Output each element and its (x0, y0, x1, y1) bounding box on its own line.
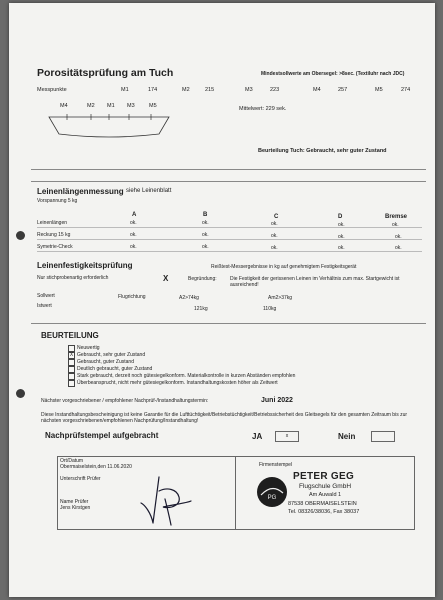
next-check-label: Nächster vorgeschriebener / empfohlener Nachprüf-/Instandhaltungstermin: (41, 398, 209, 404)
inspector-name-label: Name Prüfer (60, 499, 89, 505)
point-m4-label: M4 (313, 87, 321, 93)
point-m3-label: M3 (245, 87, 253, 93)
option-label: Deutlich gebraucht, guter Zustand (77, 366, 153, 372)
length-subtitle: siehe Leinenblatt (126, 188, 172, 194)
stamp-street: Am Auwald 1 (309, 492, 342, 498)
option-label: Gebraucht, sehr guter Zustand (77, 352, 146, 358)
row-divider (37, 227, 422, 228)
point-m5-value: 274 (401, 87, 411, 93)
cell: ok. (271, 221, 278, 227)
no-box[interactable] (371, 431, 395, 442)
cell: ok. (395, 245, 402, 251)
row-label-symmetry: Symetrie-Check (37, 244, 73, 250)
actual-a: 121kg (194, 306, 208, 312)
cell: ok. (202, 232, 209, 238)
column-b-header: B (203, 212, 208, 218)
inspection-certificate-page (9, 3, 435, 597)
option-checkbox[interactable] (68, 380, 75, 387)
disclaimer: Diese Instandhaltungsbescheinigung ist keine Garantie für die Lufttüchtigkeit/Betriebstüchtigkeit/Betriebssicherheit des Gleitsegels für den gesamten Zeitraum bis zur nächsten vorgeschriebenen/empfohlenen Nachprüfung/Instandhaltung! (41, 412, 408, 424)
option-checkbox[interactable] (68, 359, 75, 366)
binder-hole (16, 389, 25, 398)
signature-label: Unterschrift Prüfer (60, 476, 101, 482)
porosity-min-values: Mindestsollwerte am Obersegel: >8sec. (Textiluhr nach JDC) (261, 71, 405, 77)
column-brake-header: Bremse (385, 214, 408, 220)
option-label: Stark gebraucht, derzeit noch gütesiegelkonform. Materialkontrolle in kurzen Abständen empfohlen (77, 373, 296, 379)
cell: ok. (271, 245, 278, 251)
cell: ok. (202, 220, 209, 226)
signature-divider (235, 456, 236, 529)
sample-required-label: Nur stichprobenartig erforderlich (37, 275, 109, 281)
cell: ok. (338, 245, 345, 251)
strength-title: Leinenfestigkeitsprüfung (37, 261, 133, 270)
reason-label: Begründung: (188, 276, 217, 282)
strength-note: Reißtest-Messergebnisse in kg auf genehmigtem Festigkeitsgerät (211, 264, 357, 270)
actual-value-label: Istwert (37, 303, 52, 309)
row-divider (37, 239, 422, 240)
place-date-value: Obermaiselstein,den 11.06.2020 (60, 464, 132, 470)
cell: ok. (202, 244, 209, 250)
binder-hole (16, 231, 25, 240)
cell: ok. (392, 222, 399, 228)
point-m2-value: 215 (205, 87, 215, 93)
point-m4-value: 257 (338, 87, 348, 93)
diagram-label-m5: M5 (149, 103, 157, 109)
stamp-phone: Tel. 08326/38036, Fax 38037 (288, 509, 360, 515)
diagram-label-m4: M4 (60, 103, 68, 109)
option-label: Neuwertig (77, 345, 100, 351)
column-c-header: C (274, 214, 279, 220)
sample-x-mark: X (163, 274, 169, 283)
wing-diagram (47, 110, 171, 140)
stamp-applied-label: Nachprüfstempel aufgebracht (45, 431, 159, 440)
preload-label: Vorspannung 5 kg (37, 198, 78, 204)
cell: ok. (338, 222, 345, 228)
point-m1-label: M1 (121, 87, 129, 93)
divider (31, 169, 426, 170)
stamp-school: Flugschule GmbH (299, 483, 352, 490)
option-checkbox[interactable]: X (69, 352, 74, 358)
option-checkbox[interactable] (68, 373, 75, 380)
target-value-label: Sollwert (37, 293, 55, 299)
target-a: A2>74kg (179, 295, 199, 301)
point-m1-value: 174 (148, 87, 158, 93)
measure-points-label: Messpunkte (37, 87, 67, 93)
yes-box[interactable]: x (275, 431, 299, 442)
handwritten-signature (137, 473, 195, 528)
cell: ok. (130, 232, 137, 238)
length-title: Leinenlängenmessung (37, 187, 124, 196)
divider (31, 181, 426, 182)
cell: ok. (395, 234, 402, 240)
option-label: Überbeansprucht, nicht mehr gütesiegelkonform. Instandhaltungskosten höher als Zeitwert (77, 380, 278, 386)
row-label-lengths: Leinenlängen (37, 220, 68, 226)
cell: ok. (130, 244, 137, 250)
place-date-label: Ort/Datum (60, 458, 84, 464)
column-a-header: A (132, 212, 137, 218)
svg-text:PG: PG (267, 495, 277, 501)
point-m3-value: 223 (270, 87, 280, 93)
diagram-label-m3: M3 (127, 103, 135, 109)
column-d-header: D (338, 214, 343, 220)
assessment-title: BEURTEILUNG (41, 331, 99, 340)
reason-text: Die Festigkeit der gerissenen Leinen im Verhältnis zum max. Startgewicht ist ausreichend! (230, 276, 400, 288)
cell: ok. (271, 233, 278, 239)
porosity-mean: Mittelwert: 229 sek. (239, 106, 287, 112)
cell: ok. (338, 234, 345, 240)
stamp-company: PETER GEG (293, 471, 355, 482)
stamp-city: 87538 OBERMAISELSTEIN (288, 501, 357, 507)
cell: ok. (130, 220, 137, 226)
next-check-value: Juni 2022 (261, 397, 293, 404)
inspector-name-value: Jens Kirstgen (60, 505, 91, 511)
porosity-title: Porositätsprüfung am Tuch (37, 67, 174, 79)
diagram-label-m1: M1 (107, 103, 115, 109)
yes-label: JA (252, 432, 263, 441)
diagram-label-m2: M2 (87, 103, 95, 109)
point-m2-label: M2 (182, 87, 190, 93)
point-m5-label: M5 (375, 87, 383, 93)
flight-direction-label: Flugrichtung (118, 294, 146, 300)
company-stamp-label: Firmenstempel (259, 462, 293, 468)
option-label: Gebraucht, guter Zustand (77, 359, 134, 365)
fabric-assessment: Beurteilung Tuch: Gebraucht, sehr guter Zustand (258, 148, 387, 154)
company-logo-icon (255, 475, 289, 509)
option-checkbox[interactable] (68, 345, 75, 352)
row-divider (37, 251, 422, 252)
row-label-stretch: Reckung 15 kg (37, 232, 71, 238)
actual-b: 110kg (263, 306, 277, 312)
no-label: Nein (338, 432, 356, 441)
target-b: Am2>37kg (268, 295, 293, 301)
divider (31, 323, 426, 324)
option-checkbox[interactable] (68, 366, 75, 373)
